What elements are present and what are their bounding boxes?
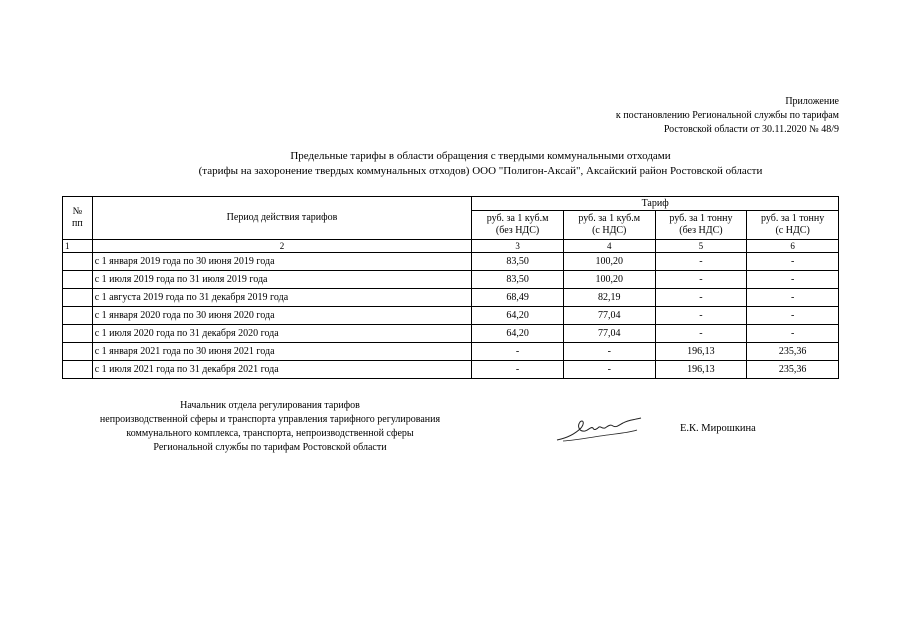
tariff-m3-no-vat-cell: - [472, 343, 564, 361]
tariff-ton-vat-cell: - [747, 307, 839, 325]
row-number-cell [63, 361, 93, 379]
header-col-4-line-1: руб. за 1 куб.м [578, 213, 641, 224]
row-number-cell [63, 307, 93, 325]
column-number: 2 [92, 240, 472, 253]
column-number: 3 [472, 240, 564, 253]
header-col-3-line-2: (без НДС) [495, 225, 540, 236]
tariff-m3-vat-cell: 100,20 [563, 271, 655, 289]
tariff-ton-vat-cell: - [747, 253, 839, 271]
column-number-row [63, 240, 839, 253]
tariff-ton-vat-cell: 235,36 [747, 343, 839, 361]
column-number: 4 [563, 240, 655, 253]
table-row [63, 307, 839, 325]
table-row [63, 361, 839, 379]
tariff-rows [63, 253, 839, 379]
tariff-ton-no-vat-cell: - [655, 253, 747, 271]
header-col-5-line-1: руб. за 1 тонну [669, 213, 733, 224]
tariff-m3-vat-cell: - [563, 343, 655, 361]
header-col-6 [747, 211, 839, 240]
tariff-ton-vat-cell: - [747, 271, 839, 289]
header-col-4-line-2: (с НДС) [592, 225, 627, 236]
header-col-4 [563, 211, 655, 240]
appendix-line-3: Ростовской области от 30.11.2020 № 48/9 [663, 124, 839, 135]
column-number: 1 [63, 240, 93, 253]
header-tariff: Тариф [472, 197, 839, 211]
row-number-cell [63, 253, 93, 271]
table-row [63, 271, 839, 289]
tariff-m3-no-vat-cell: - [472, 361, 564, 379]
row-number-cell [63, 343, 93, 361]
tariff-m3-vat-cell: 82,19 [563, 289, 655, 307]
handwritten-signature [553, 414, 643, 446]
period-cell: с 1 января 2021 года по 30 июня 2021 года [92, 343, 472, 361]
tariff-ton-vat-cell: - [747, 325, 839, 343]
row-number-cell [63, 271, 93, 289]
tariff-m3-vat-cell: 77,04 [563, 307, 655, 325]
header-col-3-line-1: руб. за 1 куб.м [486, 213, 549, 224]
row-number-cell [63, 289, 93, 307]
tariff-m3-vat-cell: 77,04 [563, 325, 655, 343]
tariff-ton-no-vat-cell: - [655, 307, 747, 325]
tariff-m3-vat-cell: 100,20 [563, 253, 655, 271]
tariff-ton-no-vat-cell: - [655, 289, 747, 307]
table-row [63, 253, 839, 271]
tariff-ton-vat-cell: 235,36 [747, 361, 839, 379]
tariff-table [62, 196, 839, 379]
appendix-note [616, 95, 839, 137]
title-line-2: (тарифы на захоронение твердых коммунальных отходов) ООО "Полигон-Аксай", Аксайский район Ростовской области [198, 165, 763, 177]
header-col-5 [655, 211, 747, 240]
period-cell: с 1 июля 2020 года по 31 декабря 2020 года [92, 325, 472, 343]
header-period: Период действия тарифов [92, 197, 472, 240]
period-cell: с 1 июля 2019 года по 31 июля 2019 года [92, 271, 472, 289]
tariff-ton-no-vat-cell: - [655, 271, 747, 289]
column-number: 6 [747, 240, 839, 253]
tariff-ton-no-vat-cell: - [655, 325, 747, 343]
row-number-cell [63, 325, 93, 343]
header-no-line-2: пп [71, 218, 83, 229]
signature-icon [553, 414, 643, 446]
column-number: 5 [655, 240, 747, 253]
tariff-m3-no-vat-cell: 83,50 [472, 271, 564, 289]
signer-line-3: коммунального комплекса, транспорта, непроизводственной сферы [126, 428, 414, 439]
period-cell: с 1 августа 2019 года по 31 декабря 2019 года [92, 289, 472, 307]
signer-name: Е.К. Мирошкина [680, 423, 756, 434]
period-cell: с 1 июля 2021 года по 31 декабря 2021 года [92, 361, 472, 379]
header-col-3 [472, 211, 564, 240]
table-header-row [63, 197, 839, 211]
appendix-line-1: Приложение [785, 96, 839, 107]
tariff-m3-no-vat-cell: 83,50 [472, 253, 564, 271]
signer-line-2: непроизводственной сферы и транспорта управления тарифного регулирования [99, 414, 441, 425]
appendix-line-2: к постановлению Региональной службы по тарифам [615, 110, 839, 121]
table-row [63, 289, 839, 307]
title-line-1: Предельные тарифы в области обращения с твердыми коммунальными отходами [290, 150, 671, 162]
tariff-m3-vat-cell: - [563, 361, 655, 379]
signer-title [60, 399, 480, 455]
header-col-6-line-2: (с НДС) [775, 225, 810, 236]
period-cell: с 1 января 2020 года по 30 июня 2020 года [92, 307, 472, 325]
header-col-5-line-2: (без НДС) [679, 225, 723, 236]
tariff-m3-no-vat-cell: 68,49 [472, 289, 564, 307]
table-row [63, 325, 839, 343]
signer-line-4: Региональной службы по тарифам Ростовской области [153, 442, 387, 453]
tariff-ton-no-vat-cell: 196,13 [655, 343, 747, 361]
signer-line-1: Начальник отдела регулирования тарифов [180, 400, 360, 411]
tariff-ton-no-vat-cell: 196,13 [655, 361, 747, 379]
tariff-ton-vat-cell: - [747, 289, 839, 307]
tariff-m3-no-vat-cell: 64,20 [472, 325, 564, 343]
header-col-6-line-1: руб. за 1 тонну [761, 213, 825, 224]
header-no-line-1: № [72, 206, 83, 217]
period-cell: с 1 января 2019 года по 30 июня 2019 года [92, 253, 472, 271]
document-title [0, 149, 905, 179]
header-no [63, 197, 93, 240]
table-row [63, 343, 839, 361]
tariff-m3-no-vat-cell: 64,20 [472, 307, 564, 325]
